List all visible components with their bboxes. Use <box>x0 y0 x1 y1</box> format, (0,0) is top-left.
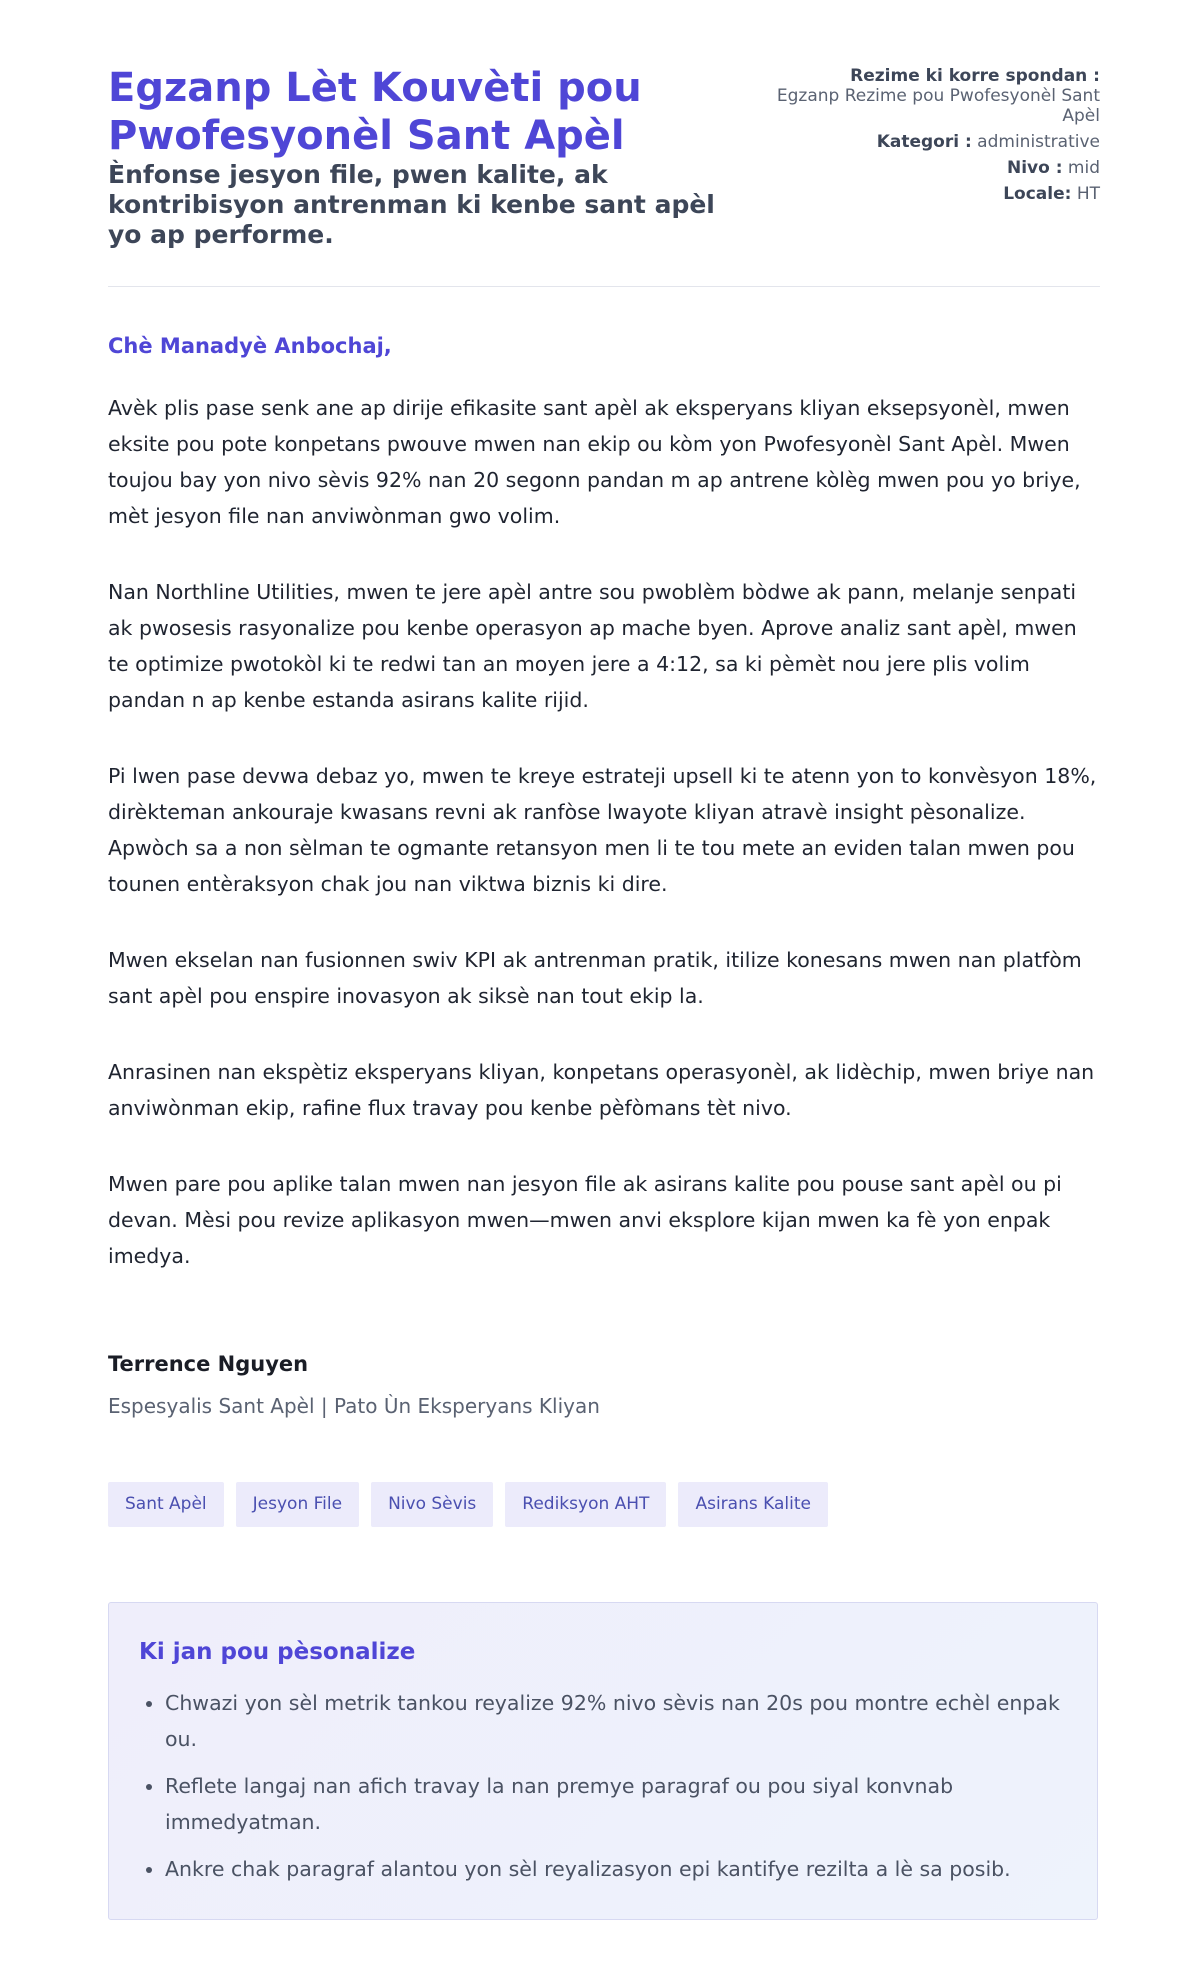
letter-paragraph: Avèk plis pase senk ane ap dirije efikasite sant apèl ak eksperyans kliyan eksepsyonèl, mwen eksite pou pote konpetans pwouve mwen nan ekip ou kòm yon Pwofesyonèl Sant Apèl. Mwen toujou bay yon nivo sèvis 92% nan 20 segonn pandan m ap antrene kòlèg mwen pou yo briye, mèt jesyon file nan anviwònman gwo volim. <box>108 396 1081 528</box>
page-title: Egzanp Lèt Kouvèti pou Pwofesyonèl Sant Apèl <box>108 65 642 159</box>
meta-level-value: mid <box>1067 158 1100 178</box>
meta-summary-label: Rezime ki korre spondan : <box>850 66 1100 86</box>
meta-summary-link[interactable]: Egzanp Rezime pou Pwofesyonèl Sant Apèl <box>776 86 1100 126</box>
skill-tag: Asirans Kalite <box>678 1482 828 1527</box>
page-header <box>108 0 1100 287</box>
skill-tag: Nivo Sèvis <box>371 1482 493 1527</box>
skill-tag: Jesyon File <box>236 1482 359 1527</box>
meta-category-row <box>770 132 1100 152</box>
meta-category-value: administrative <box>977 132 1100 152</box>
letter-paragraph: Mwen pare pou aplike talan mwen nan jesyon file ak asirans kalite pou pouse sant apèl ou pi devan. Mèsi pou revize aplikasyon mwen—mwen anvi eksplore kijan mwen ka fè yon enpak imedya. <box>108 1172 1062 1268</box>
tips-list-item: • Chwazi yon sèl metrik tankou reyalize 92% nivo sèvis nan 20s pou montre echèl enpak ou. <box>165 1685 1085 1757</box>
tips-list <box>139 1685 1085 1898</box>
meta-locale-value: HT <box>1076 184 1100 204</box>
meta-locale-row <box>770 184 1100 204</box>
meta-category-label: Kategori : <box>876 132 972 152</box>
skill-tag: Rediksyon AHT <box>505 1482 666 1527</box>
meta-summary-row <box>770 66 1100 126</box>
letter-paragraph: Nan Northline Utilities, mwen te jere apèl antre sou pwoblèm bòdwe ak pann, melanje senpati ak pwosesis rasyonalize pou kenbe operasyon ap mache byen. Aprove analiz sant apèl, mwen te optimize pwotokòl ki te redwi tan an moyen jere a 4:12, sa ki pèmèt nou jere plis volim pandan n ap kenbe estanda asirans kalite rijid. <box>108 580 1077 712</box>
letter-paragraph: Pi lwen pase devwa debaz yo, mwen te kreye estrateji upsell ki te atenn yon to konvèsyon 18%, dirèkteman ankouraje kwasans revni ak ranfòse lwayote kliyan atravè insight pèsonalize. Apwòch sa a non sèlman te ogmante retansyon men li te tou mete an eviden talan mwen pou tounen entèraksyon chak jou nan viktwa biznis ki dire. <box>108 764 1097 896</box>
page-subtitle: Ènfonse jesyon file, pwen kalite, ak kontribisyon antrenman ki kenbe sant apèl yo ap performe. <box>108 160 715 249</box>
letter-paragraph: Mwen ekselan nan fusionnen swiv KPI ak antrenman pratik, itilize konesans mwen nan platfòm sant apèl pou enspire inovasyon ak siksè nan tout ekip la. <box>108 948 1082 1008</box>
tips-title: Ki jan pou pèsonalize <box>139 1639 416 1665</box>
meta-locale-label: Locale: <box>1003 184 1072 204</box>
signature-name: Terrence Nguyen <box>108 1352 309 1376</box>
skill-tag: Sant Apèl <box>108 1482 224 1527</box>
customization-tips-box <box>108 1602 1098 1920</box>
meta-panel <box>770 66 1100 210</box>
letter-paragraph: Anrasinen nan ekspètiz eksperyans kliyan, konpetans operasyonèl, ak lidèchip, mwen briye nan anviwònman ekip, rafine flux travay pou kenbe pèfòmans tèt nivo. <box>108 1060 1095 1120</box>
meta-level-row <box>770 158 1100 178</box>
signature-role: Espesyalis Sant Apèl | Pato Ùn Eksperyans Kliyan <box>108 1394 600 1418</box>
letter-greeting: Chè Manadyè Anbochaj, <box>108 334 392 358</box>
letter-body <box>108 390 1100 1314</box>
skill-tags <box>108 1482 828 1527</box>
meta-level-label: Nivo : <box>1006 158 1063 178</box>
tips-list-item: • Reflete langaj nan afich travay la nan premye paragraf ou pou siyal konvnab immedyatman. <box>165 1768 1085 1840</box>
tips-list-item: • Ankre chak paragraf alantou yon sèl reyalizasyon epi kantifye rezilta a lè sa posib. <box>165 1851 1085 1887</box>
content-column <box>108 0 1100 1881</box>
